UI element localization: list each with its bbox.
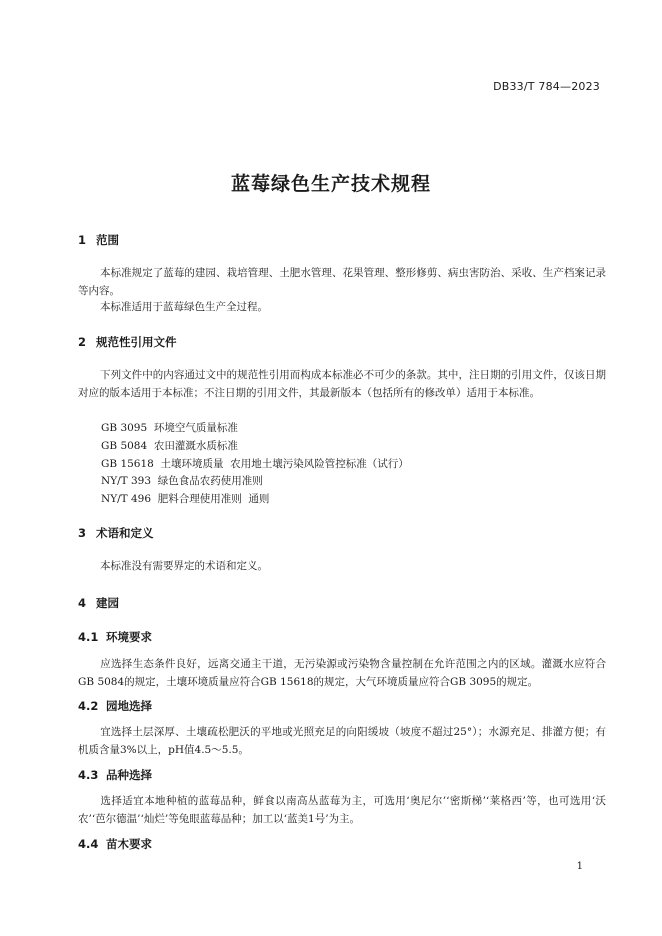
section-number: 3 — [78, 526, 87, 540]
paragraph-text: 本标准没有需要界定的术语和定义。 — [100, 560, 268, 572]
section-number: 4.3 — [78, 768, 99, 782]
section-4-2-heading — [78, 698, 152, 714]
section-number: 4.4 — [78, 837, 99, 851]
section-3-heading — [78, 525, 154, 541]
section-title: 建园 — [96, 596, 119, 610]
section-1-paragraph-1 — [78, 264, 606, 300]
section-3-paragraph-1 — [78, 557, 606, 575]
section-title: 规范性引用文件 — [96, 335, 177, 349]
section-4-3-paragraph — [78, 792, 606, 828]
section-4-4-heading — [78, 836, 152, 852]
reference-item: NY/T 393 绿色食品农药使用准则 — [101, 475, 263, 487]
section-title: 苗木要求 — [106, 837, 152, 851]
section-title: 术语和定义 — [96, 526, 154, 540]
section-4-heading — [78, 595, 119, 611]
reference-item: GB 5084 农田灌溉水质标准 — [101, 440, 238, 452]
paragraph-text: 宜选择土层深厚、土壤疏松肥沃的平地或光照充足的向阳缓坡（坡度不超过25°）；水源充足、排灌方便；有机质含量3%以上，pH值4.5～5.5。 — [78, 726, 606, 756]
section-number: 1 — [78, 233, 87, 247]
paragraph-text: 应选择生态条件良好，远离交通主干道，无污染源或污染物含量控制在允许范围之内的区域。灌溉水应符合GB 5084的规定，土壤环境质量应符合GB 15618的规定，大气环境质量应符合GB 3095的规定。 — [78, 658, 606, 688]
section-number: 4.1 — [78, 630, 99, 644]
section-4-2-paragraph — [78, 723, 606, 759]
document-title: 蓝莓绿色生产技术规程 — [230, 173, 431, 195]
section-2-paragraph-1 — [78, 366, 606, 402]
section-1-paragraph-2 — [78, 298, 606, 316]
section-number: 2 — [78, 335, 87, 349]
section-title: 环境要求 — [106, 630, 152, 644]
section-number: 4.2 — [78, 699, 99, 713]
reference-item: NY/T 496 肥料合理使用准则 通则 — [101, 493, 270, 505]
section-title: 范围 — [96, 233, 119, 247]
section-4-3-heading — [78, 767, 152, 783]
section-title: 品种选择 — [106, 768, 152, 782]
section-4-1-paragraph — [78, 655, 606, 691]
paragraph-text: 选择适宜本地种植的蓝莓品种，鲜食以南高丛蓝莓为主，可选用‘奥尼尔’‘密斯梯’‘莱格西’等，也可选用‘沃农’‘芭尔德温’‘灿烂’等兔眼蓝莓品种；加工以‘蓝美1号’为主。 — [78, 795, 606, 825]
section-4-1-heading — [78, 629, 152, 645]
reference-item: GB 15618 土壤环境质量 农用地土壤污染风险管控标准（试行） — [101, 458, 409, 470]
document-number: DB33/T 784—2023 — [493, 80, 600, 93]
page-number: 1 — [576, 861, 583, 872]
section-title: 园地选择 — [106, 699, 152, 713]
paragraph-text: 下列文件中的内容通过文中的规范性引用而构成本标准必不可少的条款。其中，注日期的引用文件，仅该日期对应的版本适用于本标准；不注日期的引用文件，其最新版本（包括所有的修改单）适用于本标准。 — [78, 369, 606, 399]
paragraph-text: 本标准规定了蓝莓的建园、栽培管理、土肥水管理、花果管理、整形修剪、病虫害防治、采收、生产档案记录等内容。 — [78, 267, 606, 297]
section-1-heading — [78, 232, 119, 248]
section-2-heading — [78, 334, 177, 350]
paragraph-text: 本标准适用于蓝莓绿色生产全过程。 — [100, 301, 268, 313]
section-number: 4 — [78, 596, 87, 610]
reference-item: GB 3095 环境空气质量标准 — [101, 422, 238, 434]
